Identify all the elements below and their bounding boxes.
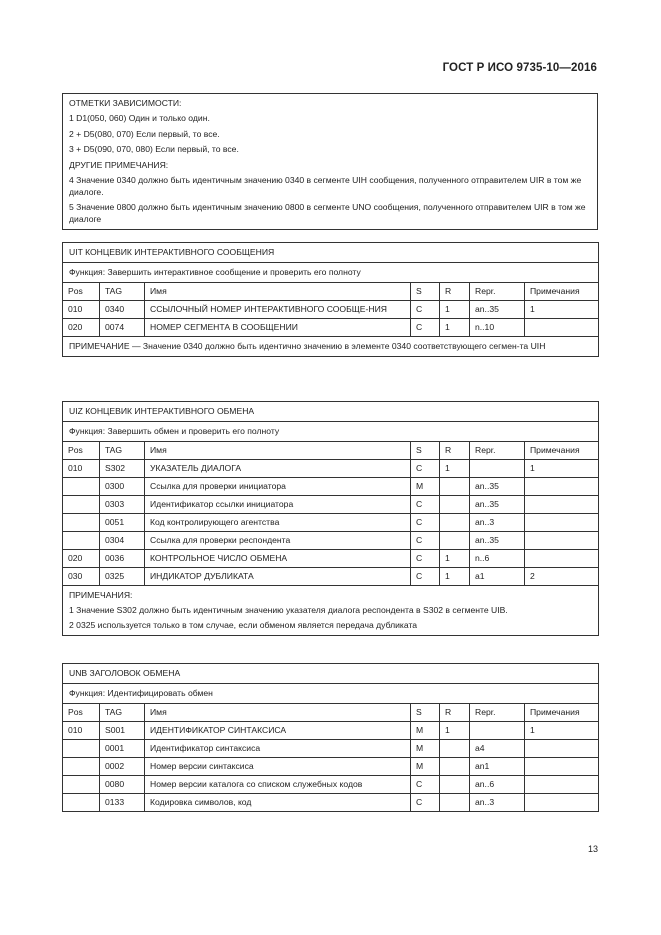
name-cell: Ссылка для проверки респондента [145,532,411,550]
table-row [63,301,599,319]
pos-cell: 010 [63,301,100,319]
notes-cell [525,550,599,568]
dependency-note: 2 + D5(080, 070) Если первый, то все. [69,128,220,139]
table-row [63,776,599,794]
repr-cell: n..6 [470,550,525,568]
tag-cell: 0300 [100,478,145,496]
name-cell: Кодировка символов, код [145,794,411,812]
column-header: S [411,283,440,301]
segment-footer [63,337,599,357]
column-header: Repr. [470,442,525,460]
pos-cell: 020 [63,550,100,568]
notes-cell [525,532,599,550]
footer-note: ПРИМЕЧАНИЕ — Значение 0340 должно быть идентично значению в элементе 0340 соответствующего сегмен-та UIH [69,341,546,351]
segment-title: UIT КОНЦЕВИК ИНТЕРАКТИВНОГО СООБЩЕНИЯ [63,243,599,263]
pos-cell: 030 [63,568,100,586]
dependency-notes-title: ОТМЕТКИ ЗАВИСИМОСТИ: [69,98,182,108]
table-row [63,722,599,740]
column-header: S [411,704,440,722]
notes-cell [525,758,599,776]
segment-function: Функция: Идентифицировать обмен [63,684,599,704]
name-cell: УКАЗАТЕЛЬ ДИАЛОГА [145,460,411,478]
segment-title: UIZ КОНЦЕВИК ИНТЕРАКТИВНОГО ОБМЕНА [63,402,599,422]
tag-cell: 0051 [100,514,145,532]
s-cell: C [411,794,440,812]
notes-cell [525,514,599,532]
dependency-notes-box [62,93,598,230]
tag-cell: 0340 [100,301,145,319]
table-row [63,550,599,568]
r-cell [440,514,470,532]
column-header-row [63,283,599,301]
repr-cell: a1 [470,568,525,586]
s-cell: M [411,478,440,496]
repr-cell: an..3 [470,794,525,812]
r-cell: 1 [440,319,470,337]
column-header: Имя [145,442,411,460]
pos-cell [63,740,100,758]
footer-note: 1 Значение S302 должно быть идентичным значению указателя диалога респондента в S302 в сегменте UIB. [69,605,508,615]
r-cell: 1 [440,301,470,319]
repr-cell: a4 [470,740,525,758]
table-row [63,740,599,758]
pos-cell [63,758,100,776]
s-cell: C [411,496,440,514]
name-cell: Номер версии каталога со списком служебных кодов [145,776,411,794]
column-header: Примечания [525,283,599,301]
column-header: R [440,442,470,460]
pos-cell [63,478,100,496]
s-cell: C [411,460,440,478]
s-cell: C [411,776,440,794]
other-note: 4 Значение 0340 должно быть идентичным значению 0340 в сегменте UIH сообщения, полученного отправителем UIR в том же диалоге. [69,174,582,197]
name-cell: ИДЕНТИФИКАТОР СИНТАКСИСА [145,722,411,740]
repr-cell: an..3 [470,514,525,532]
segment-function: Функция: Завершить интерактивное сообщение и проверить его полноту [63,263,599,283]
repr-cell: an..6 [470,776,525,794]
notes-cell: 1 [525,301,599,319]
s-cell: C [411,568,440,586]
column-header: TAG [100,283,145,301]
r-cell: 1 [440,550,470,568]
tag-cell: 0133 [100,794,145,812]
s-cell: C [411,301,440,319]
tag-cell: 0304 [100,532,145,550]
table-row [63,460,599,478]
column-header: Имя [145,704,411,722]
notes-cell [525,478,599,496]
repr-cell: n..10 [470,319,525,337]
r-cell [440,776,470,794]
segment-footer-row [63,586,599,636]
name-cell: НОМЕР СЕГМЕНТА В СООБЩЕНИИ [145,319,411,337]
page-number: 13 [587,844,598,854]
pos-cell [63,532,100,550]
name-cell: Идентификатор синтаксиса [145,740,411,758]
name-cell: Код контролирующего агентства [145,514,411,532]
repr-cell: an..35 [470,532,525,550]
s-cell: M [411,758,440,776]
column-header-row [63,704,599,722]
table-row [63,532,599,550]
dependency-note: 3 + D5(090, 070, 080) Если первый, то все. [69,144,239,154]
column-header: R [440,704,470,722]
r-cell: 1 [440,460,470,478]
column-header: Pos [63,704,100,722]
column-header-row [63,442,599,460]
column-header: Pos [63,442,100,460]
s-cell: M [411,740,440,758]
notes-cell: 2 [525,568,599,586]
tag-cell: 0002 [100,758,145,776]
tag-cell: 0080 [100,776,145,794]
tag-cell: S302 [100,460,145,478]
repr-cell [470,460,525,478]
column-header: Repr. [470,704,525,722]
s-cell: C [411,550,440,568]
repr-cell: an1 [470,758,525,776]
footer-note: 2 0325 используется только в том случае, если обменом является передача дубликата [69,620,418,630]
table-row [63,794,599,812]
column-header: R [440,283,470,301]
table-row [63,478,599,496]
r-cell [440,532,470,550]
pos-cell: 010 [63,460,100,478]
tag-cell: 0036 [100,550,145,568]
table-row [63,568,599,586]
tag-cell: 0001 [100,740,145,758]
footer-note: ПРИМЕЧАНИЯ: [69,590,133,600]
notes-cell: 1 [525,722,599,740]
s-cell: M [411,722,440,740]
notes-cell [525,496,599,514]
s-cell: C [411,319,440,337]
r-cell [440,478,470,496]
other-notes-title: ДРУГИЕ ПРИМЕЧАНИЯ: [69,159,169,170]
column-header: Имя [145,283,411,301]
notes-cell [525,776,599,794]
segment-table-uiz [62,401,599,636]
other-note: 5 Значение 0800 должно быть идентичным значению 0800 в сегменте UNO сообщения, полученного отправителем UIR в том же диалоге [69,202,586,224]
segment-title: UNB ЗАГОЛОВОК ОБМЕНА [63,664,599,684]
column-header: S [411,442,440,460]
segment-footer [63,586,599,636]
name-cell: ССЫЛОЧНЫЙ НОМЕР ИНТЕРАКТИВНОГО СООБЩЕ-НИЯ [145,301,411,319]
pos-cell [63,776,100,794]
repr-cell [470,722,525,740]
name-cell: ИНДИКАТОР ДУБЛИКАТА [145,568,411,586]
repr-cell: an..35 [470,478,525,496]
pos-cell [63,496,100,514]
table-row [63,496,599,514]
pos-cell: 010 [63,722,100,740]
r-cell [440,496,470,514]
segment-title-row [63,402,599,422]
r-cell [440,794,470,812]
column-header: TAG [100,704,145,722]
tag-cell: 0325 [100,568,145,586]
name-cell: Ссылка для проверки инициатора [145,478,411,496]
column-header: Pos [63,283,100,301]
segment-table-uit [62,242,599,357]
tag-cell: 0303 [100,496,145,514]
name-cell: Номер версии синтаксиса [145,758,411,776]
r-cell [440,758,470,776]
segment-table-unb [62,663,599,812]
segment-title-row [63,243,599,263]
segment-function-row [63,684,599,704]
repr-cell: an..35 [470,496,525,514]
column-header: Repr. [470,283,525,301]
r-cell: 1 [440,568,470,586]
r-cell [440,740,470,758]
table-row [63,758,599,776]
column-header: TAG [100,442,145,460]
notes-cell [525,319,599,337]
repr-cell: an..35 [470,301,525,319]
notes-cell [525,740,599,758]
table-row [63,514,599,532]
pos-cell: 020 [63,319,100,337]
dependency-note: 1 D1(050, 060) Один и только один. [69,113,210,123]
name-cell: Идентификатор ссылки инициатора [145,496,411,514]
segment-function: Функция: Завершить обмен и проверить его полноту [63,422,599,442]
pos-cell [63,514,100,532]
s-cell: C [411,532,440,550]
tag-cell: S001 [100,722,145,740]
column-header: Примечания [525,442,599,460]
segment-title-row [63,664,599,684]
column-header: Примечания [525,704,599,722]
segment-function-row [63,422,599,442]
table-row [63,319,599,337]
r-cell: 1 [440,722,470,740]
segment-function-row [63,263,599,283]
segment-footer-row [63,337,599,357]
notes-cell: 1 [525,460,599,478]
tag-cell: 0074 [100,319,145,337]
standard-header: ГОСТ Р ИСО 9735-10—2016 [442,62,597,74]
s-cell: C [411,514,440,532]
notes-cell [525,794,599,812]
name-cell: КОНТРОЛЬНОЕ ЧИСЛО ОБМЕНА [145,550,411,568]
pos-cell [63,794,100,812]
